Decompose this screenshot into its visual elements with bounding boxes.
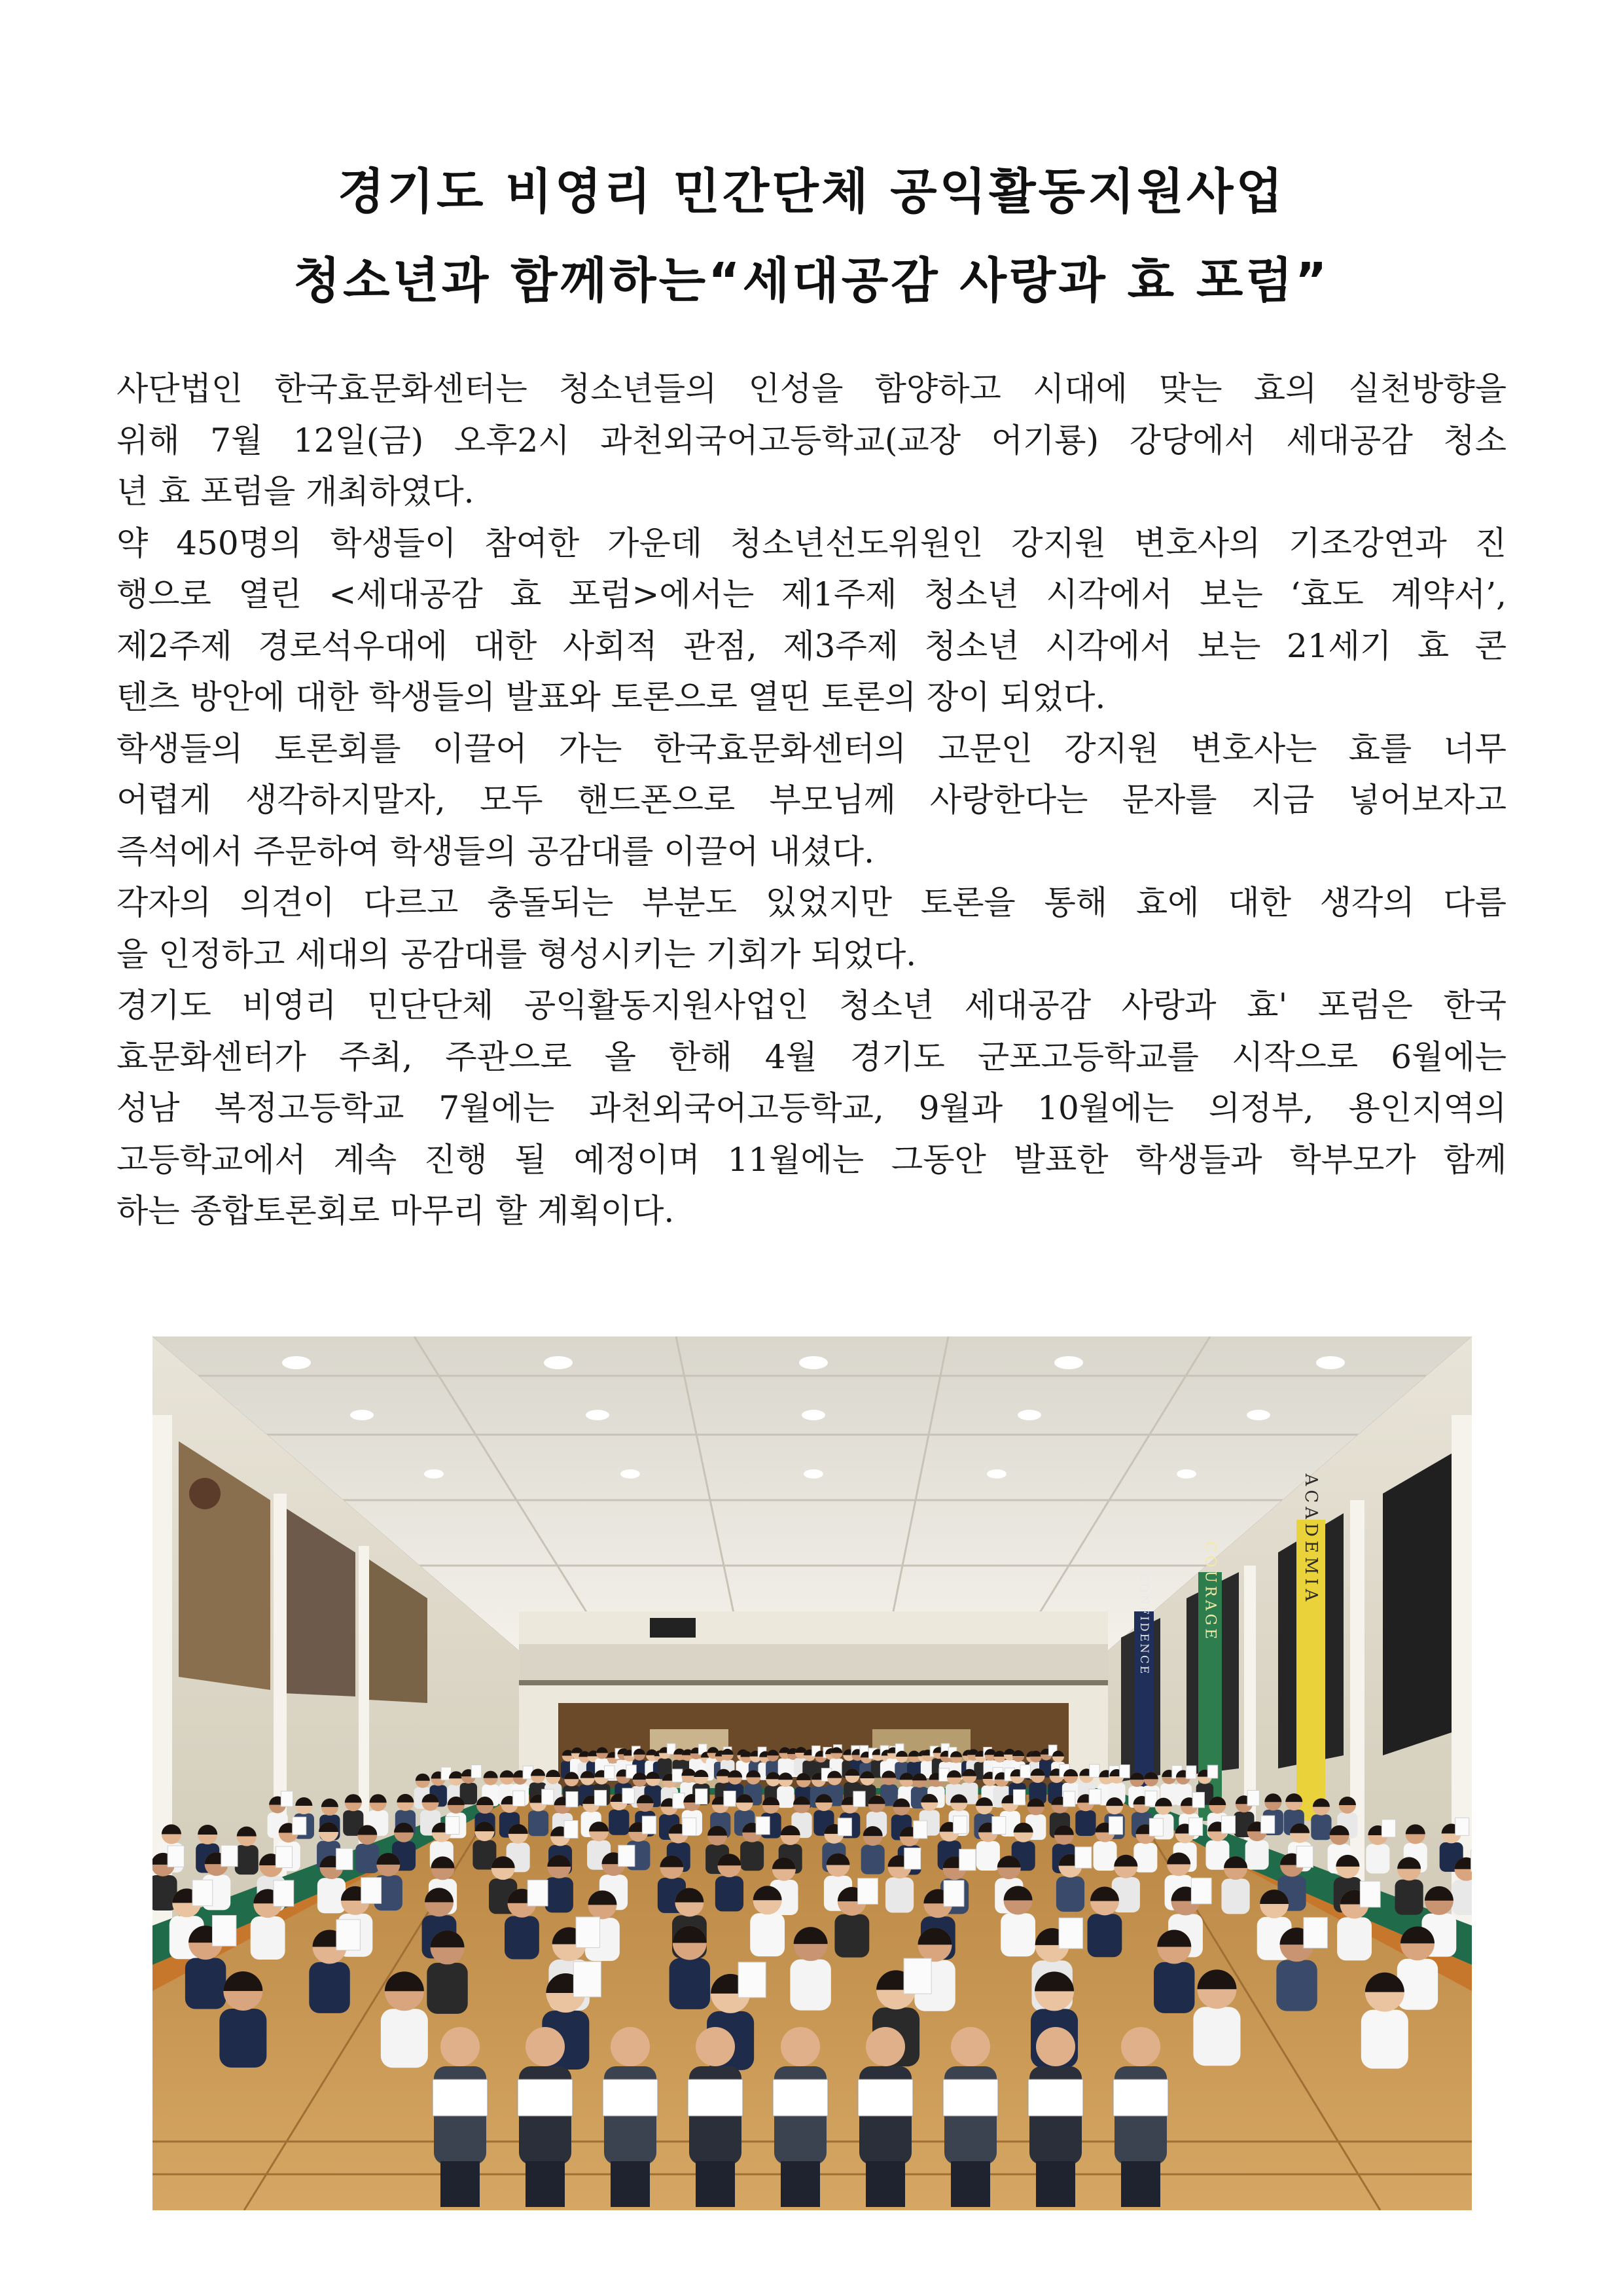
held-paper: [1120, 1765, 1130, 1778]
held-paper: [1109, 1817, 1123, 1835]
front-guest-head: [611, 2027, 650, 2066]
audience-member-body: [790, 1960, 830, 2011]
front-guest-legs: [696, 2161, 735, 2207]
audience-member-body: [658, 1758, 672, 1776]
body-line: 어렵게 생각하지말자, 모두 핸드폰으로 부모님께 사랑한다는 문자를 지금 넣어보자고: [116, 781, 1507, 819]
banner-label: CONFIDENCE: [1137, 1573, 1150, 1676]
held-paper: [1063, 1791, 1075, 1806]
front-guest-sign: [603, 2079, 658, 2116]
audience-member-body: [777, 1786, 794, 1808]
front-guest-sign: [943, 2079, 998, 2116]
body-line: 사단법인 한국효문화센터는 청소년들의 인성을 함양하고 시대에 맞는 효의 실천방향을: [116, 370, 1507, 408]
audience-member-body: [505, 1916, 539, 1960]
audience-member-body: [317, 1878, 346, 1913]
page-title-line-2: 청소년과 함께하는“세대공감 사랑과 효 포럼”: [293, 253, 1330, 309]
held-paper: [1189, 1818, 1203, 1835]
held-paper: [1145, 1791, 1157, 1806]
held-paper: [336, 1848, 353, 1869]
held-paper: [1360, 1881, 1380, 1907]
held-paper: [853, 1791, 865, 1806]
audience-member-body: [235, 1845, 259, 1874]
audience-member-body: [1221, 1878, 1249, 1914]
held-paper: [673, 1793, 685, 1808]
audience-member-body: [1395, 1880, 1423, 1915]
audience-member-body: [609, 1810, 629, 1835]
audience-member-body: [427, 1963, 467, 2014]
front-guest-legs: [526, 2161, 565, 2207]
held-paper: [914, 1821, 927, 1839]
held-paper: [573, 1962, 601, 1997]
audience-member-body: [1452, 1880, 1472, 1915]
held-paper: [1192, 1792, 1204, 1807]
held-paper: [1059, 1918, 1082, 1948]
held-paper: [992, 1817, 1006, 1835]
audience-member-body: [1337, 1917, 1372, 1960]
held-paper: [513, 1791, 525, 1806]
held-paper: [756, 1817, 770, 1835]
audience-member-body: [1088, 1914, 1122, 1957]
audience-member-body: [545, 1877, 573, 1912]
held-paper: [1296, 1846, 1313, 1867]
balcony: [519, 1644, 1108, 1683]
front-guest-sign: [858, 2079, 913, 2116]
held-paper: [1455, 1818, 1469, 1835]
held-paper: [1471, 1850, 1472, 1871]
body-line: 약 450명의 학생들이 참여한 가운데 청소년선도위원인 강지원 변호사의 기조강연과 진: [116, 524, 1507, 562]
body-line: 행으로 열린 <세대공감 효 포럼>에서는 제1주제 청소년 시각에서 보는 ‘효도 계약서’,: [116, 575, 1507, 613]
held-paper: [192, 1880, 213, 1906]
front-guest-sign: [1113, 2079, 1168, 2116]
audience-member-body: [861, 1845, 885, 1874]
front-guest-head: [440, 2027, 480, 2066]
held-paper: [618, 1845, 635, 1866]
held-paper: [471, 1765, 481, 1778]
held-paper: [1247, 1790, 1259, 1805]
held-paper: [527, 1880, 548, 1907]
front-guest-legs: [1121, 2161, 1160, 2207]
held-paper: [838, 1818, 851, 1836]
audience-member-body: [1311, 1814, 1331, 1840]
front-guest-head: [951, 2027, 990, 2066]
front-guest-legs: [866, 2161, 905, 2207]
front-guest-sign: [518, 2079, 573, 2116]
held-paper: [1149, 1818, 1163, 1836]
audience-member-body: [1094, 1841, 1117, 1871]
held-paper: [738, 1962, 766, 1998]
audience-member-body: [1366, 1844, 1389, 1873]
body-line: 제2주제 경로석우대에 대한 사회적 관점, 제3주제 청소년 시각에서 보는 21세기 효 콘: [116, 626, 1507, 665]
front-guest-legs: [611, 2161, 650, 2207]
held-paper: [1186, 1766, 1196, 1779]
held-paper: [293, 1817, 306, 1835]
audience-member-body: [219, 2009, 266, 2068]
held-paper: [1261, 1816, 1275, 1833]
held-paper: [564, 1821, 578, 1839]
body-line: 을 인정하고 세대의 공감대를 형성시키는 기회가 되었다.: [116, 935, 917, 973]
held-paper: [605, 1766, 615, 1779]
held-paper: [696, 1789, 707, 1804]
body-line: 텐츠 방안에 대한 학생들의 발표와 토론으로 열띤 토론의 장이 되었다.: [116, 678, 1106, 716]
audience-member-body: [185, 1958, 226, 2009]
held-paper: [276, 1846, 292, 1867]
body-line: 위해 7월 12일(금) 오후2시 과천외국어고등학교(교장 어기룡) 강당에서 세대공감 청소: [116, 421, 1507, 459]
held-paper: [213, 1916, 236, 1946]
audience-member-body: [1245, 1840, 1269, 1870]
held-paper: [724, 1791, 736, 1806]
audience-member-body: [834, 1914, 869, 1958]
front-guest-sign: [773, 2079, 828, 2116]
held-paper: [274, 1880, 294, 1907]
body-line: 효문화센터가 주최, 주관으로 올 한해 4월 경기도 군포고등학교를 시작으로 6월에는: [116, 1037, 1507, 1076]
held-paper: [281, 1791, 293, 1806]
audience-member-body: [976, 1841, 1000, 1871]
audience-member-body: [251, 1916, 285, 1960]
held-paper: [1221, 1816, 1235, 1833]
front-guest-legs: [781, 2161, 820, 2207]
held-paper: [858, 1878, 878, 1905]
title-block: [118, 147, 1505, 325]
front-guest-head: [866, 2027, 905, 2066]
held-paper: [446, 1817, 459, 1835]
body-line: 학생들의 토론회를 이끌어 가는 한국효문화센터의 고문인 강지원 변호사는 효를 너무: [116, 729, 1507, 768]
held-paper: [1090, 1765, 1099, 1778]
held-paper: [542, 1789, 554, 1804]
held-paper: [944, 1880, 964, 1907]
article-body: [116, 363, 1507, 1237]
front-guest-sign: [433, 2079, 488, 2116]
front-guest-sign: [688, 2079, 743, 2116]
audience-member-body: [740, 1841, 764, 1871]
body-line: 하는 종합토론회로 마무리 할 계획이다.: [116, 1192, 675, 1230]
held-paper: [683, 1818, 696, 1835]
banner-label: COURAGE: [1202, 1541, 1219, 1643]
held-paper: [959, 1849, 976, 1870]
audience-member-body: [750, 1913, 785, 1956]
page-title-line-1: 경기도 비영리 민간단체 공익활동지원사업: [338, 164, 1285, 220]
front-guest-head: [781, 2027, 820, 2066]
audience-member-body: [715, 1876, 743, 1911]
body-line: 경기도 비영리 민단단체 공익활동지원사업인 청소년 세대공감 사랑과 효' 포럼은 한국: [116, 986, 1507, 1024]
audience-member-body: [1397, 1959, 1438, 2010]
audience-member-body: [1193, 2007, 1240, 2066]
held-paper: [1382, 1820, 1395, 1837]
held-paper: [336, 1920, 360, 1950]
body-line: 즉석에서 주문하여 학생들의 공감대를 이끌어 내셨다.: [116, 832, 874, 870]
held-paper: [361, 1878, 382, 1904]
held-paper: [576, 1917, 599, 1948]
held-paper: [672, 1769, 682, 1782]
held-paper: [1089, 1789, 1101, 1804]
body-line: 고등학교에서 계속 진행 될 예정이며 11월에는 그동안 발표한 학생들과 학부모가 함께: [116, 1140, 1507, 1179]
held-paper: [594, 1790, 606, 1805]
front-guest-legs: [951, 2161, 990, 2207]
audience-member-body: [1056, 1876, 1084, 1912]
held-paper: [622, 1788, 634, 1803]
audience-member-body: [1075, 1810, 1096, 1836]
audience-member-body: [1154, 1962, 1194, 2013]
audience-member-body: [1276, 1960, 1317, 2011]
front-guest-head: [526, 2027, 565, 2066]
held-paper: [904, 1958, 931, 1994]
held-paper: [566, 1791, 578, 1806]
front-guest-head: [1036, 2027, 1075, 2066]
held-paper: [1207, 1765, 1217, 1778]
audience-member-body: [885, 1877, 914, 1912]
held-paper: [1191, 1878, 1211, 1904]
body-line: 년 효 포럼을 개최하였다.: [116, 473, 474, 511]
audience-member-body: [381, 2009, 428, 2068]
banner-label: ACADEMIA: [1301, 1473, 1321, 1605]
body-line: 각자의 의견이 다르고 충돌되는 부분도 있었지만 토론을 통해 효에 대한 생각의 다름: [116, 884, 1507, 922]
audience-member-body: [355, 1844, 379, 1873]
front-guest-head: [696, 2027, 735, 2066]
front-guest-head: [1121, 2027, 1160, 2066]
forum-group-photo: [152, 1336, 1472, 2210]
audience-member-body: [309, 1962, 349, 2013]
held-paper: [168, 1846, 184, 1867]
front-guest-legs: [440, 2161, 480, 2207]
audience-member-body: [1361, 2010, 1408, 2069]
held-paper: [1075, 1847, 1092, 1868]
held-paper: [642, 1816, 656, 1834]
held-paper: [1014, 1789, 1026, 1804]
held-paper: [1020, 1765, 1030, 1778]
audience-member-body: [1001, 1913, 1035, 1956]
held-paper: [221, 1845, 238, 1866]
held-paper: [954, 1816, 967, 1834]
front-guest-sign: [1028, 2079, 1083, 2116]
body-line: 성남 복정고등학교 7월에는 과천외국어고등학교, 9월과 10월에는 의정부, 용인지역의: [116, 1089, 1507, 1127]
audience-member-body: [528, 1810, 548, 1836]
held-paper: [1304, 1918, 1327, 1948]
held-paper: [904, 1848, 921, 1869]
audience-member-body: [669, 1958, 710, 2009]
front-guest-legs: [1036, 2161, 1075, 2207]
